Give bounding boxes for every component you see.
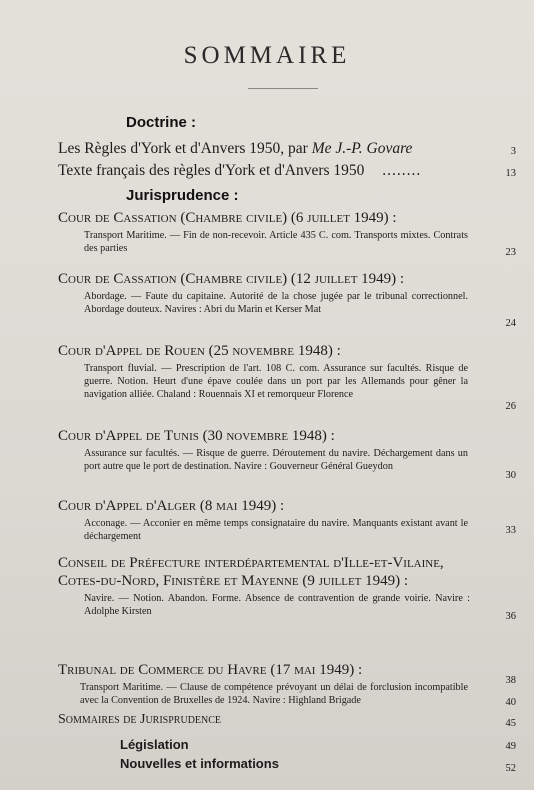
entry-4-page: 30: [505, 470, 516, 481]
sommaires-jurisprudence: Sommaires de Jurisprudence: [58, 712, 222, 727]
nouvelles-heading: Nouvelles et informations: [120, 756, 279, 771]
doctrine-item-2: [58, 162, 472, 180]
title-divider: [248, 88, 318, 89]
entry-summary: Abordage. — Faute du capitaine. Autorité de la chose jugée par le tribunal correctionnel. Abordage douteux. Navires : Abri du Marin et Kerser Mat: [84, 291, 468, 315]
jurisprudence-heading: Jurisprudence :: [126, 187, 239, 204]
entry-3-page: 26: [505, 401, 516, 412]
entry-court: Cour d'Appel d'Alger (8 mai 1949) :: [58, 498, 285, 514]
entry-court: Cour d'Appel de Tunis (30 novembre 1948) :: [58, 428, 335, 444]
entry-summary: Transport Maritime. — Fin de non-recevoir. Article 435 C. com. Transports mixtes. Contrats des parties: [84, 230, 468, 254]
entry-summary: Acconage. — Acconier en même temps consignataire du navire. Manquants existant avant le déchargement: [84, 518, 468, 542]
doctrine-heading: Doctrine :: [126, 114, 197, 131]
entry-summary: Transport Maritime. — Clause de compétence prévoyant un délai de forclusion incompatible avec la Convention de Bruxelles de 1924. Navire : Highland Brigade: [80, 682, 468, 706]
jurisprudence-entry-2: [58, 271, 468, 317]
doctrine-item-1-author: Me J.-P. Govare: [311, 140, 413, 157]
entry-2-page: 24: [505, 318, 516, 329]
doctrine-item-1: [58, 140, 472, 158]
entry-summary: Transport fluvial. — Prescription de l'art. 108 C. com. Assurance sur facultés. Risque de guerre. Notion. Heurt d'une épave coulée dans un port par les Allemands pour gêner la navigation alliée. Chaland : Rouennais XI et remorqueur Florence: [84, 363, 468, 400]
jurisprudence-entry-6: [58, 554, 470, 619]
entry-court: Cour d'Appel de Rouen (25 novembre 1948) :: [58, 343, 341, 359]
entry-6-page: 36: [505, 611, 516, 622]
legislation-heading: Législation: [120, 737, 189, 752]
jurisprudence-entry-4: [58, 428, 468, 474]
entry-summary: Navire. — Notion. Abandon. Forme. Absence de contravention de grande voirie. Navire : Adolphe Kirsten: [84, 593, 470, 617]
doctrine-item-1-page: 3: [510, 146, 516, 157]
entry-court: Tribunal de Commerce du Havre (17 mai 1949) :: [58, 662, 363, 678]
doctrine-item-2-text: Texte français des règles d'York et d'Anvers 1950: [58, 162, 365, 179]
jurisprudence-entry-1: [58, 210, 468, 256]
entry-summary: Assurance sur facultés. — Risque de guerre. Déroutement du navire. Déchargement dans un port autre que le port de destination. Navire : Gouverneur Général Gueydon: [84, 448, 468, 472]
page-title: SOMMAIRE: [183, 42, 351, 69]
jurisprudence-entry-5: [58, 498, 468, 544]
entry-court: Cour de Cassation (Chambre civile) (12 juillet 1949) :: [58, 271, 405, 287]
nouvelles-page: 52: [505, 763, 516, 774]
entry-1-page: 23: [505, 247, 516, 258]
doctrine-item-2-dots: ........: [382, 162, 422, 179]
entry-court: Conseil de Préfecture interdépartemental d'Ille-et-Vilaine, Cotes-du-Nord, Finistère et Mayenne (9 juillet 1949) :: [58, 555, 444, 589]
legislation-page: 49: [505, 741, 516, 752]
jurisprudence-entry-3: [58, 343, 468, 401]
jurisprudence-entry-7: [58, 662, 468, 708]
doctrine-item-2-page: 13: [505, 168, 516, 179]
doctrine-item-1-text: Les Règles d'York et d'Anvers 1950, par: [58, 140, 312, 157]
entry-court: Cour de Cassation (Chambre civile) (6 juillet 1949) :: [58, 210, 397, 226]
entry-5-page: 33: [505, 525, 516, 536]
entry-7-page-end: 40: [505, 697, 516, 708]
sommaires-page: 45: [505, 718, 516, 729]
entry-7-page: 38: [505, 675, 516, 686]
